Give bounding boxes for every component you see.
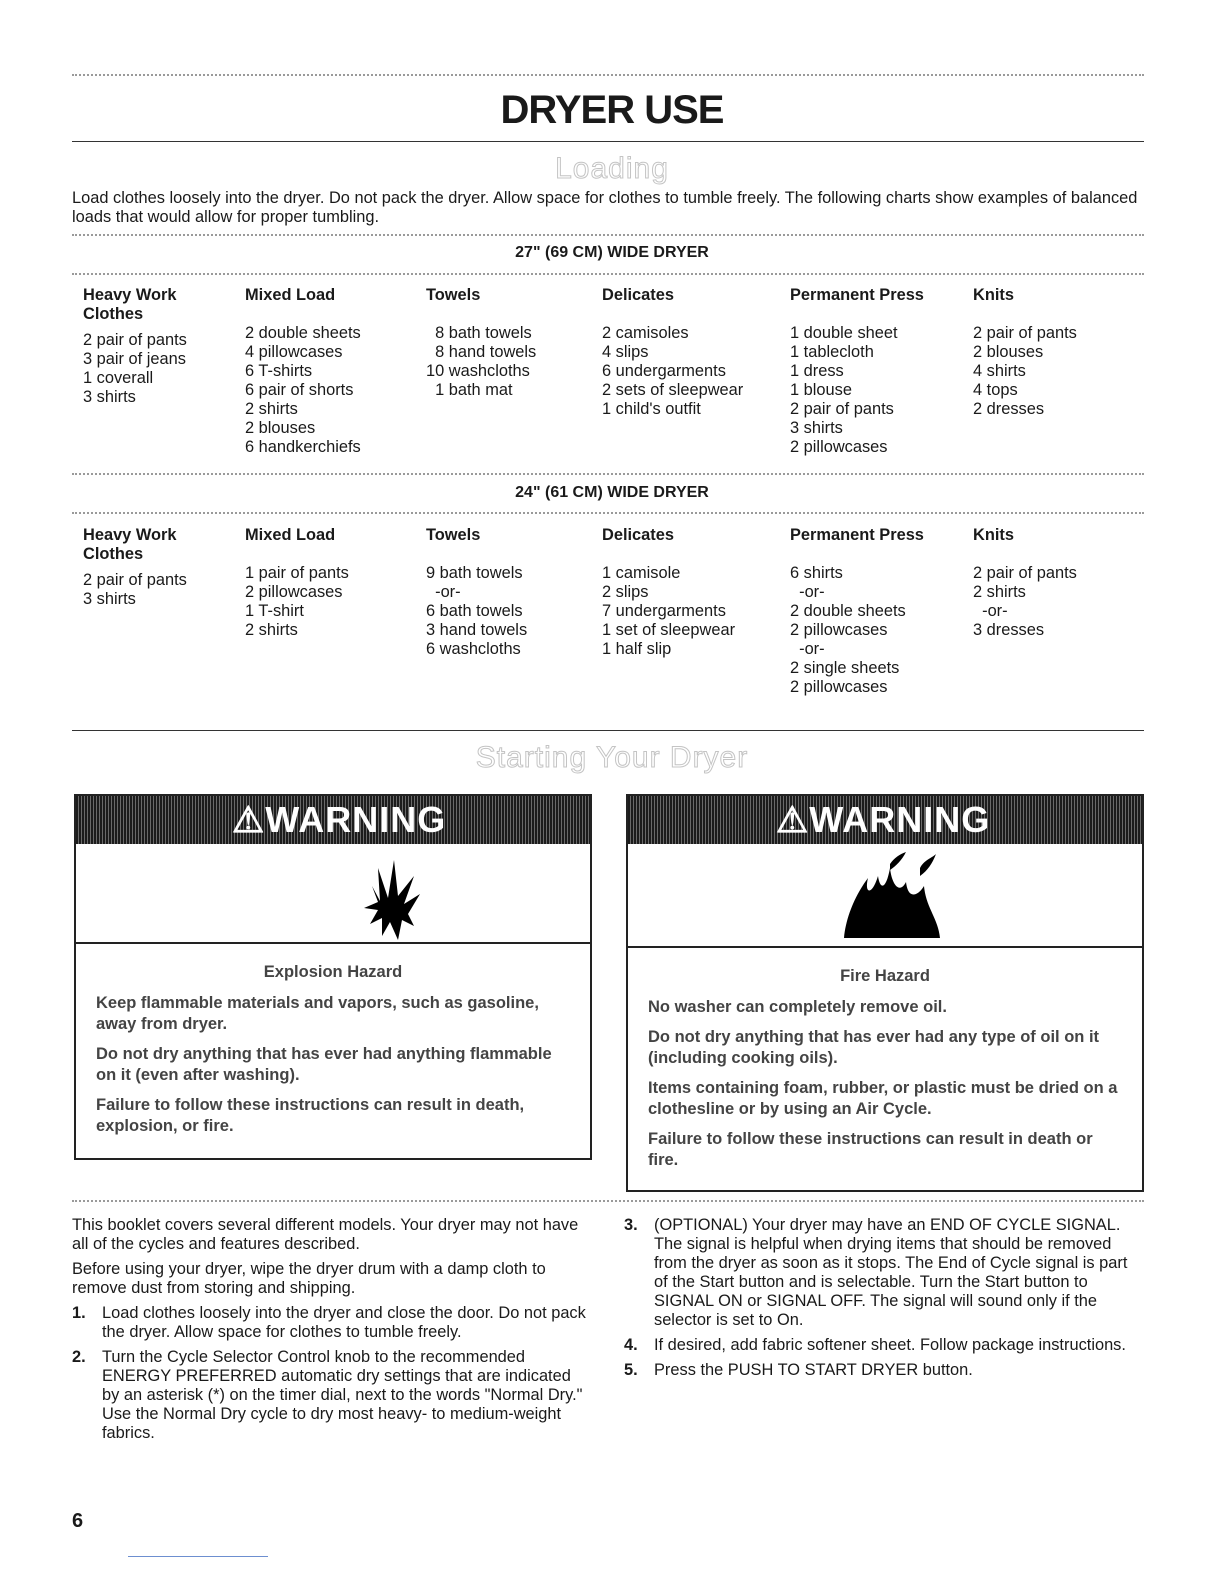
chart1-col-mixed bbox=[245, 286, 361, 457]
step-text: If desired, add fabric softener sheet. Follow package instructions. bbox=[654, 1336, 1126, 1354]
column-items: 2 camisoles 4 slips 6 undergarments 2 sets of sleepwear 1 child's outfit bbox=[602, 324, 744, 418]
fire-warning-box bbox=[626, 794, 1144, 1192]
warning-triangle-icon: ⚠ bbox=[232, 799, 266, 840]
explosion-icon bbox=[76, 846, 590, 942]
step-text: Load clothes loosely into the dryer and close the door. Do not pack the dryer. Allow space for clothes to tumble freely. bbox=[102, 1304, 586, 1341]
column-header: Mixed Load bbox=[245, 286, 336, 304]
column-header: Delicates bbox=[602, 286, 674, 304]
column-header: Knits bbox=[973, 526, 1014, 544]
chart1-col-permpress bbox=[790, 286, 924, 457]
warning-image-area bbox=[76, 846, 590, 944]
title-rule bbox=[72, 141, 1144, 142]
warning-header bbox=[76, 796, 590, 844]
step-item bbox=[72, 1304, 588, 1342]
column-items: 2 pair of pants 2 shirts -or- 3 dresses bbox=[973, 564, 1077, 639]
chart2-col-heavy bbox=[83, 526, 187, 609]
chart1-rule-top bbox=[72, 234, 1144, 236]
hazard-title: Explosion Hazard bbox=[263, 963, 403, 981]
column-items: 2 pair of pants 3 pair of jeans 1 coverall 3 shirts bbox=[83, 331, 187, 406]
warning-label: ⚠WARNING bbox=[232, 799, 447, 840]
column-header: Delicates bbox=[602, 526, 674, 544]
section-rule bbox=[72, 730, 1144, 731]
page-number: 6 bbox=[72, 1510, 84, 1532]
column-header: Heavy Work Clothes bbox=[83, 526, 177, 563]
warning-body bbox=[96, 962, 570, 1146]
warning-body bbox=[648, 966, 1122, 1180]
chart1-col-towels bbox=[426, 286, 536, 400]
chart2-col-delicates bbox=[602, 526, 735, 659]
intro-paragraph: This booklet covers several different models. Your dryer may not have all of the cycles and features described. bbox=[72, 1216, 579, 1253]
warning-line: Do not dry anything that has ever had any type of oil on it (including cooking oils). bbox=[648, 1028, 1100, 1067]
column-header: Permanent Press bbox=[790, 286, 924, 304]
step-number: 3. bbox=[624, 1216, 638, 1234]
top-dotted-rule bbox=[72, 74, 1144, 76]
instructions-rule bbox=[72, 1200, 1144, 1202]
step-number: 2. bbox=[72, 1348, 86, 1366]
column-header: Knits bbox=[973, 286, 1014, 304]
warning-header bbox=[628, 796, 1142, 844]
chart1-rule-mid bbox=[72, 273, 1144, 275]
intro-paragraph: Before using your dryer, wipe the dryer drum with a damp cloth to remove dust from storing and shipping. bbox=[72, 1260, 546, 1297]
instructions-right bbox=[624, 1216, 1140, 1386]
warning-line: Failure to follow these instructions can result in death, explosion, or fire. bbox=[96, 1096, 525, 1135]
chart1-col-heavy bbox=[83, 286, 187, 407]
column-items: 1 camisole 2 slips 7 undergarments 1 set of sleepwear 1 half slip bbox=[602, 564, 736, 658]
warning-label: ⚠WARNING bbox=[776, 799, 991, 840]
chart1-col-delicates bbox=[602, 286, 743, 419]
chart2-rule-top bbox=[72, 473, 1144, 475]
instructions-left bbox=[72, 1216, 588, 1449]
warning-line: Items containing foam, rubber, or plastic must be dried on a clothesline or by using an Air Cycle. bbox=[648, 1079, 1118, 1118]
starting-heading: Starting Your Dryer bbox=[475, 741, 749, 774]
column-items: 1 double sheet 1 tablecloth 1 dress 1 blouse 2 pair of pants 3 shirts 2 pillowcases bbox=[790, 324, 898, 456]
warning-image-area bbox=[628, 846, 1142, 948]
chart2-title: 24" (61 CM) WIDE DRYER bbox=[515, 484, 709, 501]
step-text: (OPTIONAL) Your dryer may have an END OF CYCLE SIGNAL. The signal is helpful when drying items that should be removed from the dryer as soon as it stops. The End of Cycle signal is part of the Start button and is selectable. Turn the Start button to SIGNAL ON or SIGNAL OFF. The signal will sound only if the selector is set to On. bbox=[654, 1216, 1128, 1329]
loading-heading: Loading bbox=[555, 152, 669, 185]
column-items: 2 double sheets 4 pillowcases 6 T-shirts 6 pair of shorts 2 shirts 2 blouses 6 handkerchiefs bbox=[245, 324, 361, 456]
column-header: Towels bbox=[426, 526, 481, 544]
column-header: Permanent Press bbox=[790, 526, 924, 544]
column-items: 6 shirts -or- 2 double sheets 2 pillowcases -or- 2 single sheets 2 pillowcases bbox=[790, 564, 906, 696]
step-text: Press the PUSH TO START DRYER button. bbox=[654, 1361, 973, 1379]
step-item bbox=[72, 1348, 588, 1443]
chart2-rule-mid bbox=[72, 512, 1144, 514]
column-header: Towels bbox=[426, 286, 481, 304]
chart2-col-mixed bbox=[245, 526, 349, 640]
loading-intro: Load clothes loosely into the dryer. Do not pack the dryer. Allow space for clothes to tumble freely. The following charts show examples of balanced loads that would allow for proper tumbling. bbox=[72, 189, 1138, 226]
column-items: 2 pair of pants 2 blouses 4 shirts 4 tops 2 dresses bbox=[973, 324, 1077, 418]
warning-triangle-icon: ⚠ bbox=[776, 799, 810, 840]
chart2-col-permpress bbox=[790, 526, 924, 697]
warning-line: Do not dry anything that has ever had anything flammable on it (even after washing). bbox=[96, 1045, 552, 1084]
column-header: Mixed Load bbox=[245, 526, 336, 544]
step-item bbox=[624, 1361, 1140, 1380]
warning-line: Failure to follow these instructions can result in death or fire. bbox=[648, 1130, 1093, 1169]
fire-icon bbox=[628, 846, 1142, 946]
step-text: Turn the Cycle Selector Control knob to the recommended ENERGY PREFERRED automatic dry settings that are indicated by an asterisk (*) on the timer dial, next to the words "Normal Dry." Use the Normal Dry cycle to dry most heavy- to medium-weight fabrics. bbox=[102, 1348, 583, 1442]
step-number: 5. bbox=[624, 1361, 638, 1379]
step-number: 4. bbox=[624, 1336, 638, 1354]
explosion-warning-box bbox=[74, 794, 592, 1160]
step-number: 1. bbox=[72, 1304, 86, 1322]
chart1-col-knits bbox=[973, 286, 1077, 419]
hazard-title: Fire Hazard bbox=[840, 967, 930, 985]
step-item bbox=[624, 1336, 1140, 1355]
column-items: 1 pair of pants 2 pillowcases 1 T-shirt 2 shirts bbox=[245, 564, 349, 639]
column-items: 2 pair of pants 3 shirts bbox=[83, 571, 187, 608]
chart2-col-knits bbox=[973, 526, 1077, 640]
warning-line: No washer can completely remove oil. bbox=[648, 998, 947, 1016]
column-header: Heavy Work Clothes bbox=[83, 286, 177, 323]
page-title: DRYER USE bbox=[500, 88, 724, 132]
column-items: 9 bath towels -or- 6 bath towels 3 hand towels 6 washcloths bbox=[426, 564, 528, 658]
column-items: 8 bath towels 8 hand towels 10 washcloths 1 bath mat bbox=[426, 324, 537, 399]
chart1-title: 27" (69 CM) WIDE DRYER bbox=[515, 244, 709, 261]
footer-line bbox=[128, 1556, 268, 1557]
step-item bbox=[624, 1216, 1140, 1330]
warning-line: Keep flammable materials and vapors, such as gasoline, away from dryer. bbox=[96, 994, 539, 1033]
chart2-col-towels bbox=[426, 526, 527, 659]
